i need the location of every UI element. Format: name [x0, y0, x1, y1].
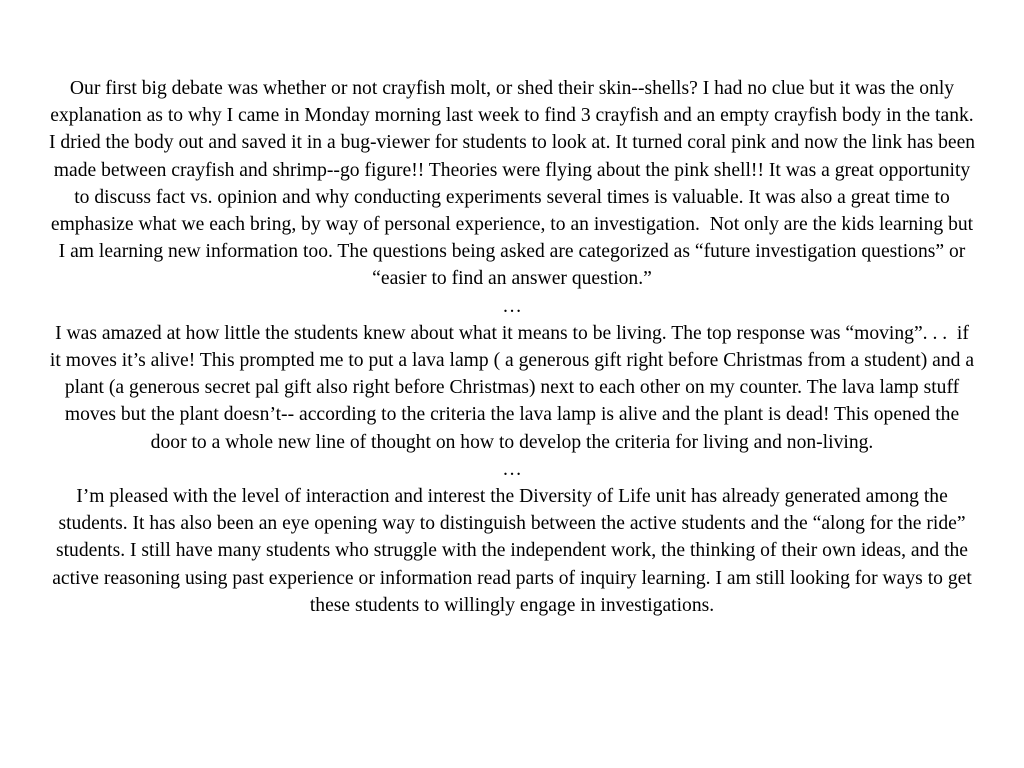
ellipsis-separator: … [502, 295, 522, 317]
ellipsis-separator: … [502, 458, 522, 480]
slide-body [48, 75, 980, 619]
paragraph-living-criteria: I was amazed at how little the students knew about what it means to be living. The top response was “moving”. . . if it moves it’s alive! This prompted me to put a lava lamp ( a generous gift right before Christmas from a student) and a plant (a generous secret pal gift also right before Christmas) next to each other on my counter. The lava lamp stuff moves but the plant doesn’t-- according to the criteria the lava lamp is alive and the plant is dead! This opened the door to a whole new line of thought on how to develop the criteria for living and non-living. [49, 322, 979, 453]
paragraph-crayfish-molt: Our first big debate was whether or not crayfish molt, or shed their skin--shells? I had no clue but it was the only explanation as to why I came in Monday morning last week to find 3 crayfish and an empty crayfish body in the tank. I dried the body out and saved it in a bug-viewer for students to look at. It turned coral pink and now the link has been made between crayfish and shrimp--go figure!! Theories were flying about the pink shell!! It was a great opportunity to discuss fact vs. opinion and why conducting experiments several times is valuable. It was also a great time to emphasize what we each bring, by way of personal experience, to an investigation. Not only are the kids learning but I am learning new information too. The questions being asked are categorized as “future investigation questions” or “easier to find an answer question.” [48, 78, 980, 290]
paragraph-diversity-of-life: I’m pleased with the level of interaction and interest the Diversity of Life unit has already generated among the students. It has also been an eye opening way to distinguish between the active students and the “along for the ride” students. I still have many students who struggle with the independent work, the thinking of their own ideas, and the active reasoning using past experience or information read parts of inquiry learning. I am still looking for ways to get these students to willingly engage in investigations. [52, 486, 977, 616]
